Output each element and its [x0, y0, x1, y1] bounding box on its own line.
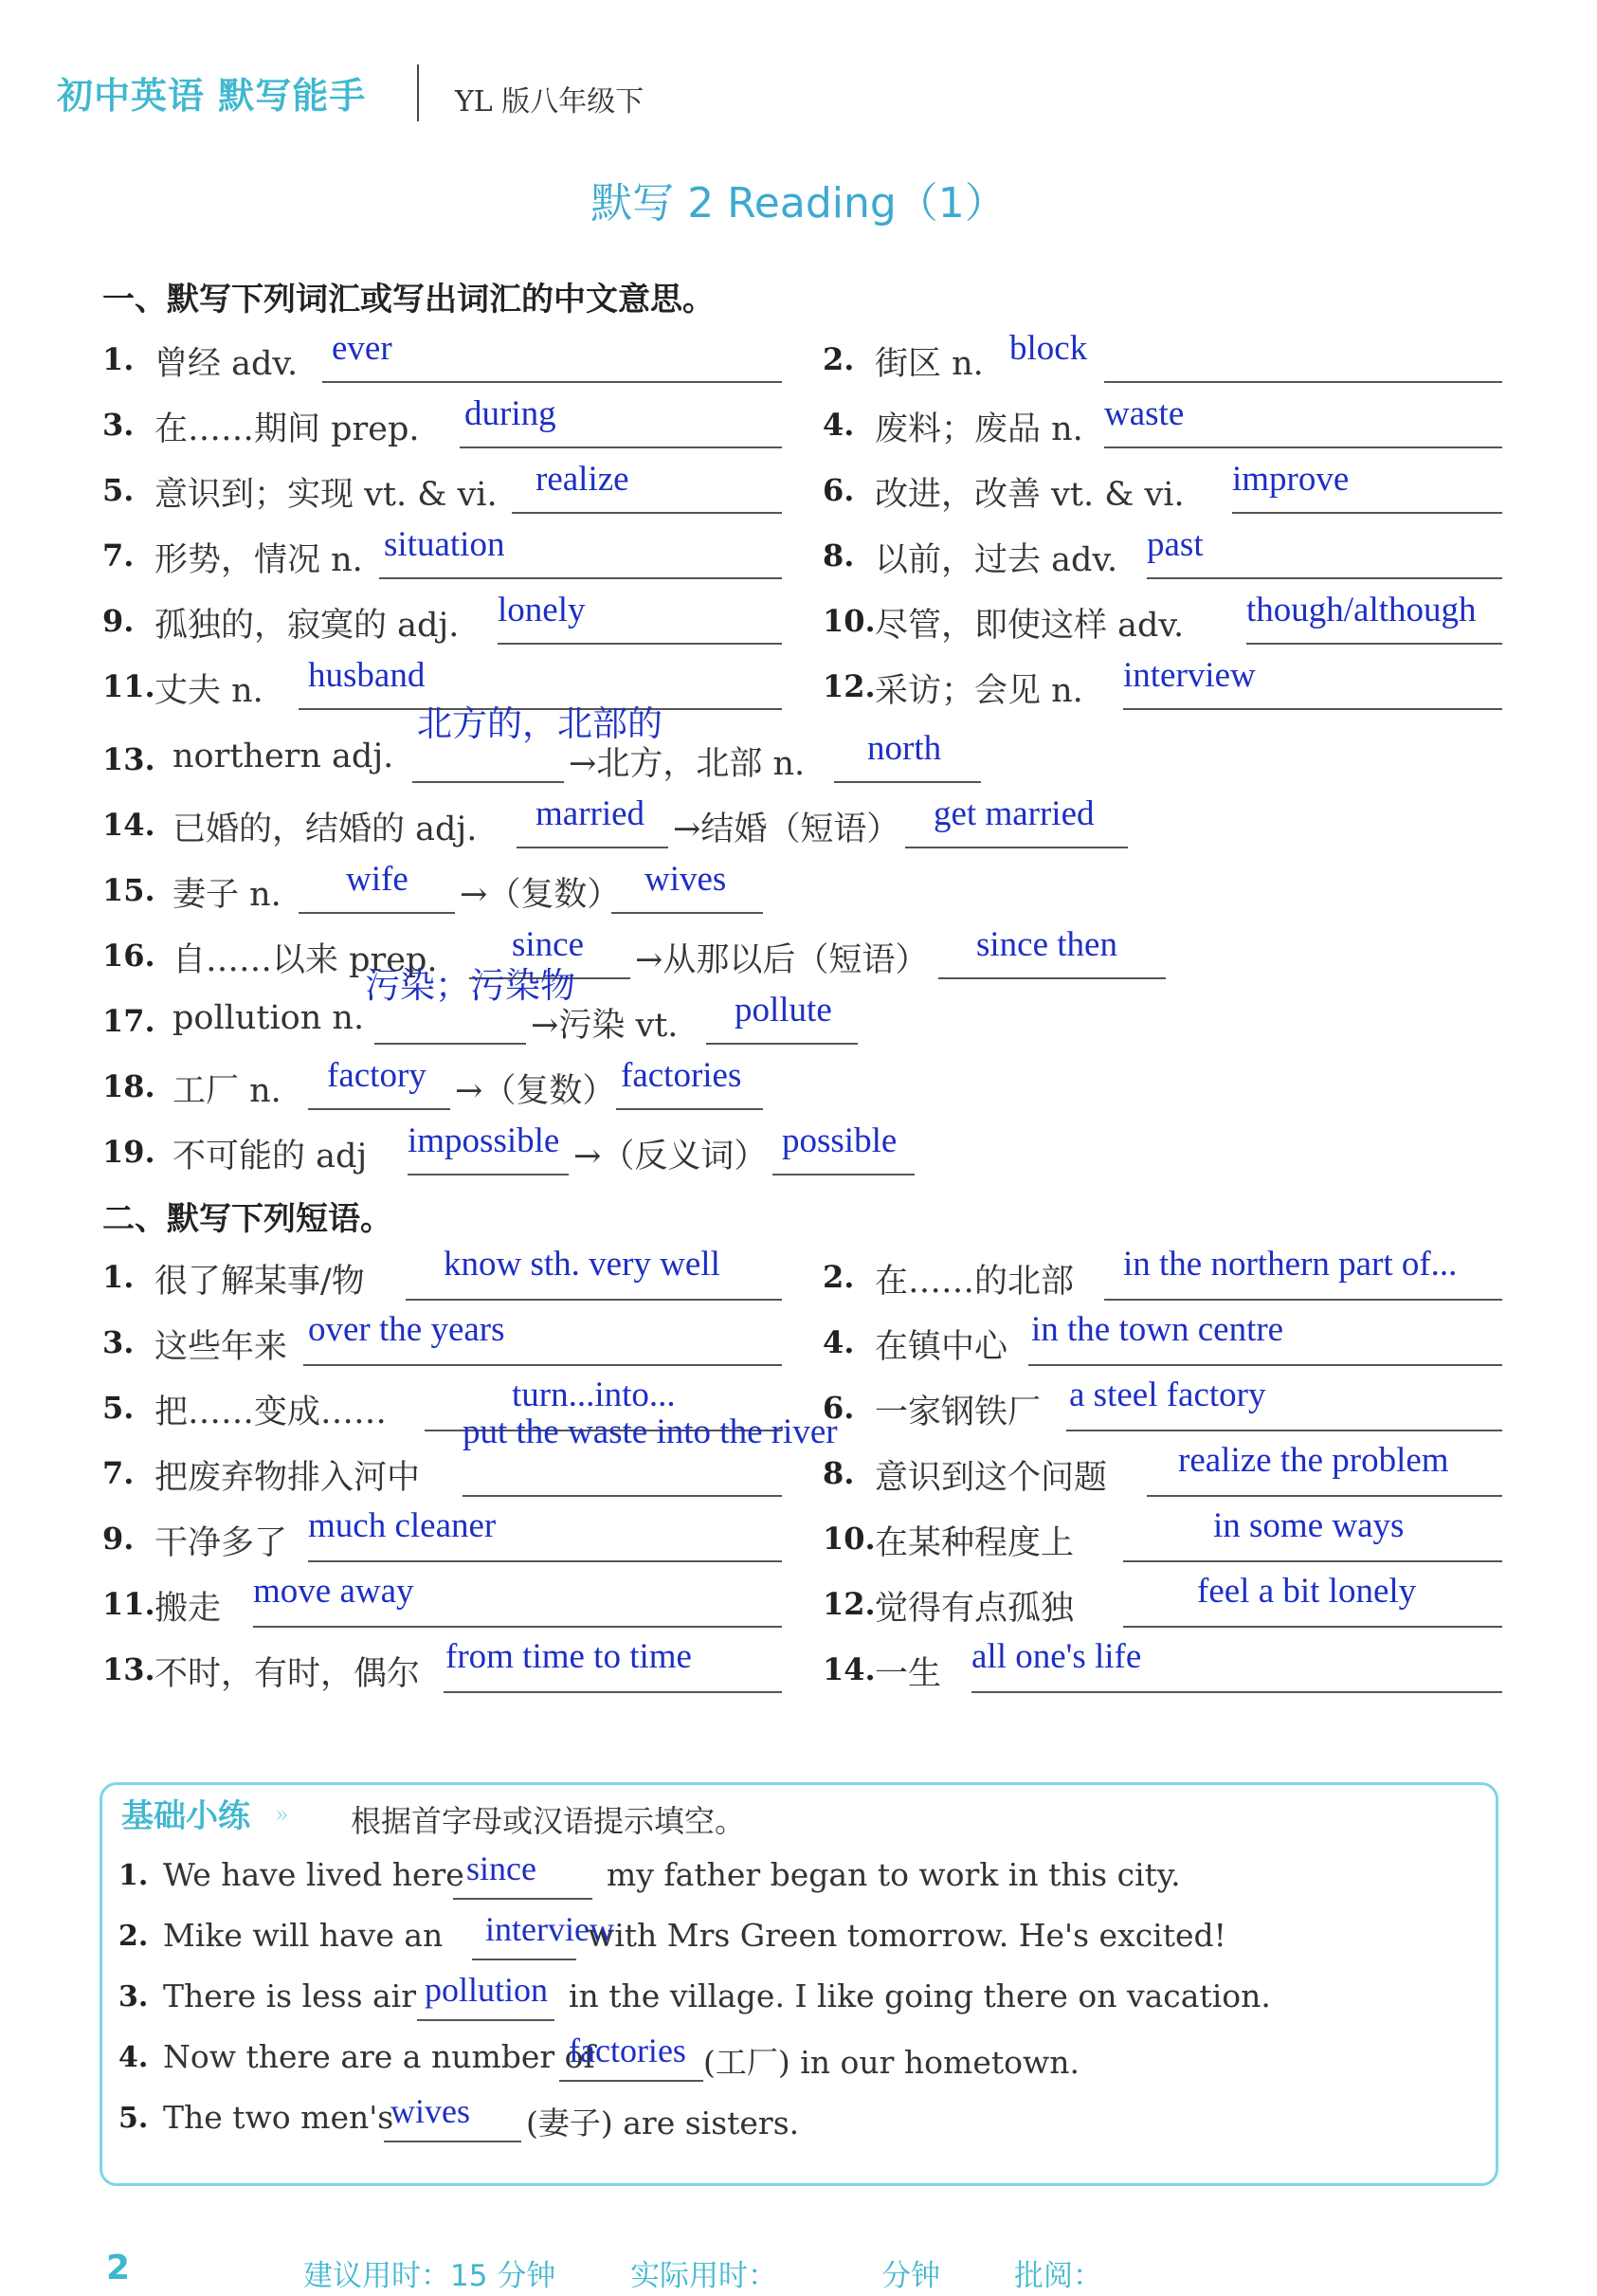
handwritten-answer: during: [464, 394, 556, 433]
practice-text: (工厂) in our hometown.: [703, 2044, 1080, 2081]
answer-line: [444, 1691, 782, 1693]
item-prompt: 曾经 adv.: [154, 345, 299, 383]
item-prompt: 孤独的，寂寞的 adj.: [154, 607, 460, 645]
handwritten-answer: turn...into...: [512, 1376, 676, 1414]
item-prompt: 不可能的 adj: [172, 1138, 368, 1175]
item-prompt: 丈夫 n.: [154, 672, 263, 710]
review-label: 批阅：: [1014, 2259, 1102, 2293]
handwritten-answer: since then: [976, 925, 1117, 964]
item-prompt: 在……的北部: [875, 1263, 1075, 1301]
item-number: 15.: [102, 872, 155, 908]
answer-line: [1232, 512, 1502, 514]
practice-text: We have lived here: [163, 1856, 464, 1893]
answer-line: [253, 1626, 782, 1628]
item-prompt: 一生: [875, 1655, 942, 1693]
answer-line: [1066, 1430, 1502, 1431]
answer-line: [384, 2141, 521, 2142]
header-brand: 初中英语 默写能手: [57, 75, 367, 117]
handwritten-answer: north: [867, 729, 942, 768]
item-prompt: 搬走: [154, 1590, 222, 1628]
answer-line: [1104, 381, 1502, 383]
answer-line: [417, 2019, 554, 2021]
item-number: 16.: [102, 938, 155, 974]
handwritten-answer: factories: [621, 1056, 742, 1095]
handwritten-answer: feel a bit lonely: [1197, 1572, 1417, 1611]
handwritten-answer: from time to time: [445, 1637, 692, 1676]
item-number: 5.: [102, 1390, 135, 1426]
item-prompt: 改进，改善 vt. & vi.: [875, 476, 1185, 514]
item-number: 3.: [102, 407, 135, 443]
item-prompt: 废料；废品 n.: [875, 410, 1083, 448]
item-number: 4.: [823, 1324, 855, 1360]
item-prompt: 在镇中心: [875, 1328, 1008, 1366]
item-prompt: 意识到这个问题: [875, 1459, 1108, 1497]
practice-number: 3.: [118, 1980, 149, 2014]
answer-line: [1028, 1364, 1502, 1366]
handwritten-answer: know sth. very well: [444, 1245, 720, 1284]
item-number: 8.: [823, 1455, 855, 1491]
practice-instruction: 根据首字母或汉语提示填空。: [351, 1803, 746, 1839]
handwritten-answer: in some ways: [1213, 1506, 1405, 1545]
item-number: 8.: [823, 538, 855, 574]
handwritten-answer: past: [1147, 525, 1204, 564]
handwritten-answer: put the waste into the river: [463, 1412, 838, 1451]
item-number: 2.: [823, 1259, 855, 1295]
item-number: 4.: [823, 407, 855, 443]
answer-line: [412, 781, 564, 783]
practice-text: Now there are a number of: [163, 2038, 595, 2075]
item-number: 6.: [823, 1390, 855, 1426]
handwritten-answer: pollute: [735, 991, 832, 1030]
item-prompt-derived: →结婚（短语）: [673, 811, 900, 848]
answer-line: [559, 2080, 703, 2082]
handwritten-answer: wives: [390, 2092, 470, 2130]
handwritten-answer: in the town centre: [1031, 1310, 1284, 1349]
answer-line: [303, 1364, 782, 1366]
section-2-heading: 二、默写下列短语。: [102, 1200, 392, 1238]
item-number: 1.: [102, 341, 135, 377]
practice-text: (妻子) are sisters.: [526, 2105, 800, 2141]
handwritten-answer: wife: [346, 860, 408, 899]
item-prompt: 很了解某事/物: [154, 1263, 365, 1301]
item-prompt: 把废弃物排入河中: [154, 1459, 421, 1497]
answer-line: [308, 1560, 782, 1562]
suggested-time: 建议用时：15 分钟: [303, 2259, 556, 2293]
item-prompt: 在某种程度上: [875, 1524, 1075, 1562]
item-number: 2.: [823, 341, 855, 377]
answer-line: [772, 1174, 915, 1175]
handwritten-answer: interview: [485, 1910, 614, 1948]
item-number: 5.: [102, 472, 135, 508]
handwritten-answer: ever: [332, 329, 392, 368]
item-prompt: 工厂 n.: [172, 1072, 281, 1110]
answer-line: [1123, 1560, 1502, 1562]
handwritten-answer: though/although: [1246, 591, 1477, 629]
item-number: 10.: [823, 1521, 876, 1557]
item-number: 19.: [102, 1134, 155, 1170]
page-title: 默写 2 Reading（1）: [590, 179, 1007, 228]
handwritten-answer: since: [512, 925, 585, 964]
answer-line: [472, 1959, 576, 1960]
item-prompt: 不时，有时，偶尔: [154, 1655, 421, 1693]
practice-text: The two men's: [163, 2099, 394, 2136]
answer-line: [322, 381, 782, 383]
answer-line: [706, 1043, 858, 1045]
answer-line: [463, 1495, 782, 1497]
item-number: 18.: [102, 1068, 155, 1104]
item-prompt: 已婚的，结婚的 adj.: [172, 811, 478, 848]
item-number: 9.: [102, 603, 135, 639]
answer-line: [453, 1898, 592, 1900]
item-number: 12.: [823, 1586, 876, 1622]
handwritten-answer: possible: [782, 1121, 898, 1160]
answer-line: [938, 977, 1166, 979]
handwritten-answer: in the northern part of...: [1123, 1245, 1458, 1284]
handwritten-answer: impossible: [408, 1121, 560, 1160]
item-number: 13.: [102, 741, 155, 777]
answer-line: [308, 1108, 450, 1110]
header-divider: [417, 64, 419, 121]
item-prompt: 在……期间 prep.: [154, 410, 420, 448]
item-prompt: 街区 n.: [875, 345, 984, 383]
item-prompt: northern adj.: [172, 738, 394, 775]
answer-line: [406, 1299, 782, 1301]
minutes-label: 分钟: [881, 2259, 940, 2293]
handwritten-answer: pollution: [425, 1971, 549, 2009]
answer-line: [512, 512, 782, 514]
answer-line: [460, 446, 782, 448]
item-number: 1.: [102, 1259, 135, 1295]
item-prompt: 一家钢铁厂: [875, 1394, 1042, 1431]
answer-line: [1123, 708, 1502, 710]
answer-line: [1147, 1495, 1502, 1497]
item-prompt: 自……以来 prep.: [172, 941, 438, 979]
practice-number: 1.: [118, 1859, 149, 1892]
item-prompt: 这些年来: [154, 1328, 288, 1366]
handwritten-answer: realize: [535, 460, 629, 499]
handwritten-answer: block: [1009, 329, 1088, 368]
chevron-right-icon: »: [275, 1801, 289, 1828]
handwritten-answer: improve: [1232, 460, 1350, 499]
practice-title: 基础小练: [121, 1797, 250, 1835]
handwritten-answer: over the years: [308, 1310, 505, 1349]
item-prompt: 采访；会见 n.: [875, 672, 1083, 710]
handwritten-answer: lonely: [498, 591, 586, 629]
answer-line: [408, 1174, 569, 1175]
answer-line: [834, 781, 981, 783]
item-number: 6.: [823, 472, 855, 508]
item-number: 14.: [102, 807, 155, 843]
handwritten-answer: 污染；污染物: [365, 967, 575, 1006]
item-number: 9.: [102, 1521, 135, 1557]
item-prompt: 尽管，即使这样 adv.: [875, 607, 1185, 645]
answer-line: [611, 912, 763, 914]
answer-line: [498, 643, 782, 645]
practice-number: 5.: [118, 2102, 149, 2135]
item-prompt: 形势，情况 n.: [154, 541, 363, 579]
item-prompt: 干净多了: [154, 1524, 288, 1562]
handwritten-answer: interview: [1123, 656, 1256, 695]
handwritten-answer: all one's life: [971, 1637, 1142, 1676]
practice-text: There is less air: [163, 1977, 417, 2014]
handwritten-answer: 北方的，北部的: [417, 705, 662, 744]
item-prompt-derived: →（复数）: [455, 1072, 616, 1110]
practice-number: 4.: [118, 2041, 149, 2074]
answer-line: [374, 1043, 526, 1045]
answer-line: [379, 577, 782, 579]
handwritten-answer: situation: [384, 525, 505, 564]
practice-text: with Mrs Green tomorrow. He's excited!: [588, 1917, 1226, 1954]
answer-line: [1123, 1626, 1502, 1628]
handwritten-answer: waste: [1104, 394, 1185, 433]
item-number: 7.: [102, 538, 135, 574]
item-prompt-derived: →（反义词）: [573, 1138, 768, 1175]
item-number: 11.: [102, 668, 155, 704]
handwritten-answer: a steel factory: [1069, 1376, 1266, 1414]
item-prompt: 妻子 n.: [172, 876, 281, 914]
item-prompt: 以前，过去 adv.: [875, 541, 1118, 579]
handwritten-answer: husband: [308, 656, 426, 695]
handwritten-answer: realize the problem: [1178, 1441, 1449, 1480]
answer-line: [905, 847, 1128, 848]
practice-text: in the village. I like going there on vacation.: [569, 1977, 1271, 2014]
item-number: 7.: [102, 1455, 135, 1491]
header-version: YL 版八年级下: [455, 85, 644, 118]
item-number: 14.: [823, 1651, 876, 1687]
practice-text: Mike will have an: [163, 1917, 444, 1954]
item-number: 12.: [823, 668, 876, 704]
answer-line: [616, 1108, 763, 1110]
section-1-heading: 一、默写下列词汇或写出词汇的中文意思。: [102, 281, 715, 319]
item-prompt-derived: →污染 vt.: [531, 1007, 679, 1045]
answer-line: [1104, 1299, 1502, 1301]
answer-line: [517, 847, 668, 848]
item-number: 17.: [102, 1003, 155, 1039]
handwritten-answer: move away: [253, 1572, 414, 1611]
item-prompt-derived: →（复数）: [460, 876, 621, 914]
answer-line: [299, 912, 455, 914]
handwritten-answer: factory: [327, 1056, 426, 1095]
page-number: 2: [106, 2249, 131, 2287]
item-prompt: 觉得有点孤独: [875, 1590, 1075, 1628]
handwritten-answer: married: [535, 794, 645, 833]
answer-line: [1104, 446, 1502, 448]
actual-time: 实际用时：: [630, 2259, 777, 2293]
item-number: 3.: [102, 1324, 135, 1360]
answer-line: [1246, 643, 1502, 645]
practice-text: my father began to work in this city.: [607, 1856, 1181, 1893]
handwritten-answer: since: [466, 1850, 536, 1887]
handwritten-answer: much cleaner: [308, 1506, 497, 1545]
answer-line: [971, 1691, 1502, 1693]
handwritten-answer: get married: [934, 794, 1095, 833]
practice-number: 2.: [118, 1920, 149, 1953]
handwritten-answer: wives: [644, 860, 727, 899]
item-prompt-derived: →从那以后（短语）: [635, 941, 929, 979]
answer-line: [1147, 577, 1502, 579]
item-number: 13.: [102, 1651, 155, 1687]
item-number: 10.: [823, 603, 876, 639]
handwritten-answer: factories: [569, 2032, 686, 2069]
item-prompt: pollution n.: [172, 999, 365, 1037]
item-prompt: 把……变成……: [154, 1394, 388, 1431]
item-prompt: 意识到；实现 vt. & vi.: [154, 476, 498, 514]
item-prompt-derived: →北方，北部 n.: [569, 745, 806, 783]
item-number: 11.: [102, 1586, 155, 1622]
